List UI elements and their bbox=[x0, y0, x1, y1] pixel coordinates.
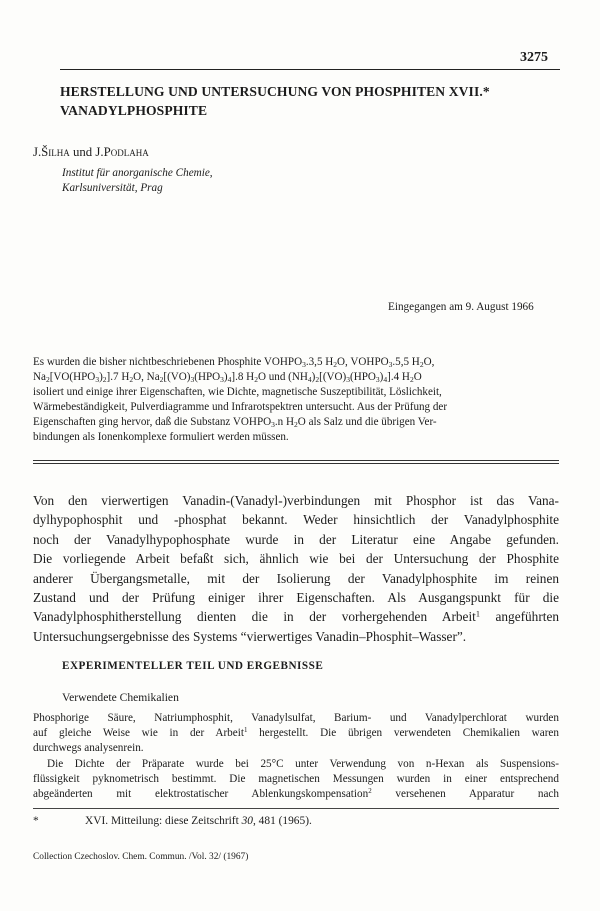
body-line-4: Die Dichte der Präparate wurde bei 25°C unter Verwendung von n-Hexan als Suspensions- bbox=[47, 757, 559, 770]
footnote: * XVI. Mitteilung: diese Zeitschrift 30, 481 (1965). bbox=[33, 815, 312, 827]
footnote-volume: 30 bbox=[241, 815, 253, 827]
intro-line-2: dylhypophosphit und -phosphat bekannt. Weder hinsichtlich der Vanadylphosphite bbox=[33, 512, 559, 528]
title-line-2: VANADYLPHOSPHITE bbox=[60, 103, 208, 118]
body-text bbox=[33, 711, 559, 802]
body-line-5: flüssigkeit pyknometrisch bestimmt. Die magnetischen Messungen wurden in einer entsprechend bbox=[33, 772, 559, 785]
intro-line-5: anderer Übergangsmetalle, mit der Isolierung der Vanadylphosphite im reinen bbox=[33, 570, 559, 586]
intro-line-3: noch der Vanadylhypophosphate wurde in der Literatur eine Angabe gefunden. bbox=[33, 531, 559, 547]
article-title bbox=[60, 82, 560, 120]
citation-ref: 1 bbox=[475, 609, 480, 619]
affiliation-line-1: Institut für anorganische Chemie, bbox=[62, 167, 213, 179]
page-number: 3275 bbox=[520, 50, 548, 65]
header-rule bbox=[60, 69, 560, 70]
received-date: Eingegangen am 9. August 1966 bbox=[388, 301, 534, 313]
authors-conjunction: und bbox=[73, 145, 93, 159]
abstract-line-5: Eigenschaften ging hervor, daß die Substanz $VOHPO_3.n$ $H_2O$ als Salz und die übrigen Ver- bbox=[33, 416, 437, 430]
abstract-line-6: bindungen als Ionenkomplexe formuliert werden müssen. bbox=[33, 431, 289, 443]
abstract-rule-top bbox=[33, 460, 559, 461]
footnote-text: XVI. Mitteilung: diese Zeitschrift bbox=[85, 815, 242, 827]
introduction bbox=[33, 491, 559, 646]
abstract-rule-bottom bbox=[33, 463, 559, 464]
affiliation-line-2: Karlsuniversität, Prag bbox=[62, 182, 163, 194]
footnote-mark: * bbox=[33, 815, 39, 827]
footnote-rule bbox=[33, 808, 559, 809]
abstract bbox=[33, 355, 559, 445]
author-2: J.Podlaha bbox=[95, 145, 149, 159]
body-line-1: Phosphorige Säure, Natriumphosphit, Vanadylsulfat, Barium- und Vanadylperchlorat wurden bbox=[33, 712, 559, 724]
title-line-1: HERSTELLUNG UND UNTERSUCHUNG VON PHOSPHITEN XVII.* bbox=[60, 84, 490, 99]
body-line-3: durchwegs analysenrein. bbox=[33, 742, 144, 755]
citation-ref: 1 bbox=[243, 726, 248, 735]
intro-line-7: Vanadylphosphitherstellung dienten die in der vorhergehenden Arbeit$^1$ angeführten bbox=[33, 609, 559, 625]
body-line-6: abgeänderten mit elektrostatischer Ablenkungskompensation$^2$ versehenen Apparatur nach bbox=[33, 787, 559, 801]
abstract-line-1: Es wurden die bisher nichtbeschriebenen Phosphite $VOHPO_3.3,5$ $H_2O$, $VOHPO_3.5,5$ $H_2O$, bbox=[33, 356, 435, 370]
body-line-2: auf gleiche Weise wie in der Arbeit$^1$ hergestellt. Die übrigen verwendeten Chemikalien waren bbox=[33, 726, 559, 740]
author-1: J.Šilha bbox=[33, 145, 70, 159]
authors bbox=[33, 145, 149, 160]
intro-line-4: Die vorliegende Arbeit befaßt sich, ähnlich wie bei der Untersuchung der Phosphite bbox=[33, 551, 559, 567]
abstract-line-2: $Na_2[VO(HPO_3)_2].7$ $H_2O$, $Na_2[(VO)_3(HPO_3)_4].8$ $H_2O$ und $(NH_4)_2[(VO)_3(HPO_3)_4].4$ $H_2O$ bbox=[33, 371, 422, 385]
intro-line-1: Von den vierwertigen Vanadin-(Vanadyl-)verbindungen mit Phosphor ist das Vana- bbox=[33, 493, 559, 508]
abstract-line-3: isoliert und einige ihrer Eigenschaften, wie Dichte, magnetische Suszeptibilität, Löslichkeit, bbox=[33, 386, 442, 398]
intro-line-6: Zustand und der Prüfung einiger ihrer Eigenschaften. Als Ausgangspunkt für die bbox=[33, 590, 559, 606]
journal-reference: Collection Czechoslov. Chem. Commun. /Vol. 32/ (1967) bbox=[33, 852, 249, 862]
subsection-heading: Verwendete Chemikalien bbox=[62, 691, 179, 704]
section-heading: EXPERIMENTELLER TEIL UND ERGEBNISSE bbox=[62, 660, 324, 672]
intro-line-8: Untersuchungsergebnisse des Systems “vierwertiges Vanadin–Phosphit–Wasser”. bbox=[33, 628, 467, 644]
affiliation bbox=[62, 166, 213, 196]
abstract-line-4: Wärmebeständigkeit, Pulverdiagramme und Infrarotspektren untersucht. Aus der Prüfung der bbox=[33, 401, 448, 413]
citation-ref: 2 bbox=[368, 787, 372, 796]
